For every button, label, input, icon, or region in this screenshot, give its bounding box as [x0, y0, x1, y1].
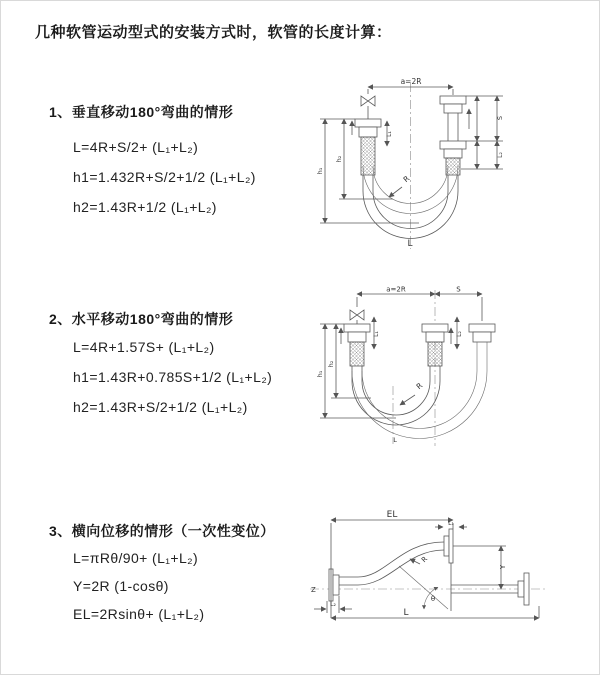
middle-hose-fitting	[422, 324, 448, 366]
label-h2: h₂	[335, 155, 343, 163]
radius-callout	[410, 555, 429, 564]
section-1-formula-h2: h2=1.43R+1/2 (L₁+L₂)	[73, 199, 217, 215]
hose-s-curve	[339, 542, 444, 585]
diagram-lateral-displacement	[306, 501, 596, 651]
right-hose-fitting	[440, 96, 466, 175]
angle-theta	[399, 566, 448, 609]
label-l2: L₂	[330, 601, 336, 608]
label-r: R	[420, 555, 430, 565]
label-el: EL	[386, 510, 398, 520]
left-hose-fitting	[355, 119, 381, 175]
section-1-formula-L: L=4R+S/2+ (L₁+L₂)	[73, 139, 199, 155]
dimension-s-l2	[461, 96, 504, 169]
label-l2: L₂	[456, 331, 463, 337]
section-2-formula-h1: h1=1.43R+0.785S+1/2 (L₁+L₂)	[73, 369, 273, 385]
section-2-formula-L: L=4R+1.57S+ (L₁+L₂)	[73, 339, 215, 355]
section-3-formula-Y: Y=2R (1-cosθ)	[73, 578, 169, 594]
radius-callout	[389, 174, 411, 197]
label-l1: L₁	[373, 331, 380, 337]
dimension-a2r-s	[357, 286, 482, 322]
centerline-z-mark: Z	[311, 586, 316, 594]
label-l: L	[407, 239, 413, 249]
label-h1: h₁	[316, 370, 324, 378]
label-s: S	[456, 285, 461, 294]
label-l: L	[403, 608, 409, 618]
label-r: R	[414, 380, 425, 392]
dimension-l1	[386, 121, 393, 146]
left-flange	[329, 569, 339, 601]
label-theta: θ	[430, 595, 436, 603]
dimension-l	[331, 606, 539, 618]
radius-callout	[400, 381, 424, 405]
dimension-l2	[456, 317, 463, 349]
label-y: Y	[499, 564, 507, 570]
label-a2r: a=2R	[400, 77, 422, 86]
label-l2: L₂	[497, 152, 504, 158]
label-h2: h₂	[327, 360, 335, 368]
section-3-formula-L: L=πRθ/90+ (L₁+L₂)	[73, 550, 199, 566]
label-r: R	[401, 173, 412, 185]
left-hose-fitting	[344, 324, 370, 366]
label-h1: h₁	[316, 167, 324, 175]
diagram-vertical-180-bend	[311, 71, 591, 256]
valve-icon	[350, 310, 364, 324]
dimension-l1	[435, 520, 467, 527]
section-1-formula-h1: h1=1.432R+S/2+1/2 (L₁+L₂)	[73, 169, 256, 185]
label-l1: L₁	[448, 520, 454, 527]
displaced-flange	[444, 529, 453, 563]
section-1-heading: 1、垂直移动180°弯曲的情形	[49, 104, 234, 120]
label-s: S	[496, 115, 504, 121]
valve-icon	[361, 96, 375, 119]
section-3-formula-EL: EL=2Rsinθ+ (L₁+L₂)	[73, 606, 205, 622]
section-3-heading: 3、横向位移的情形（一次性变位）	[49, 523, 275, 539]
dimension-y	[453, 546, 507, 589]
page-title: 几种软管运动型式的安装方式时，软管的长度计算：	[35, 24, 392, 41]
section-2-formula-h2: h2=1.43R+S/2+1/2 (L₁+L₂)	[73, 399, 248, 415]
label-a2r: a=2R	[386, 285, 406, 294]
label-l1: L₁	[386, 131, 393, 137]
label-l: L	[393, 436, 397, 444]
diagram-horizontal-180-bend	[311, 286, 591, 451]
displaced-hose-fitting	[469, 324, 495, 342]
section-2-heading: 2、水平移动180°弯曲的情形	[49, 311, 234, 327]
dimension-l1	[373, 317, 380, 349]
